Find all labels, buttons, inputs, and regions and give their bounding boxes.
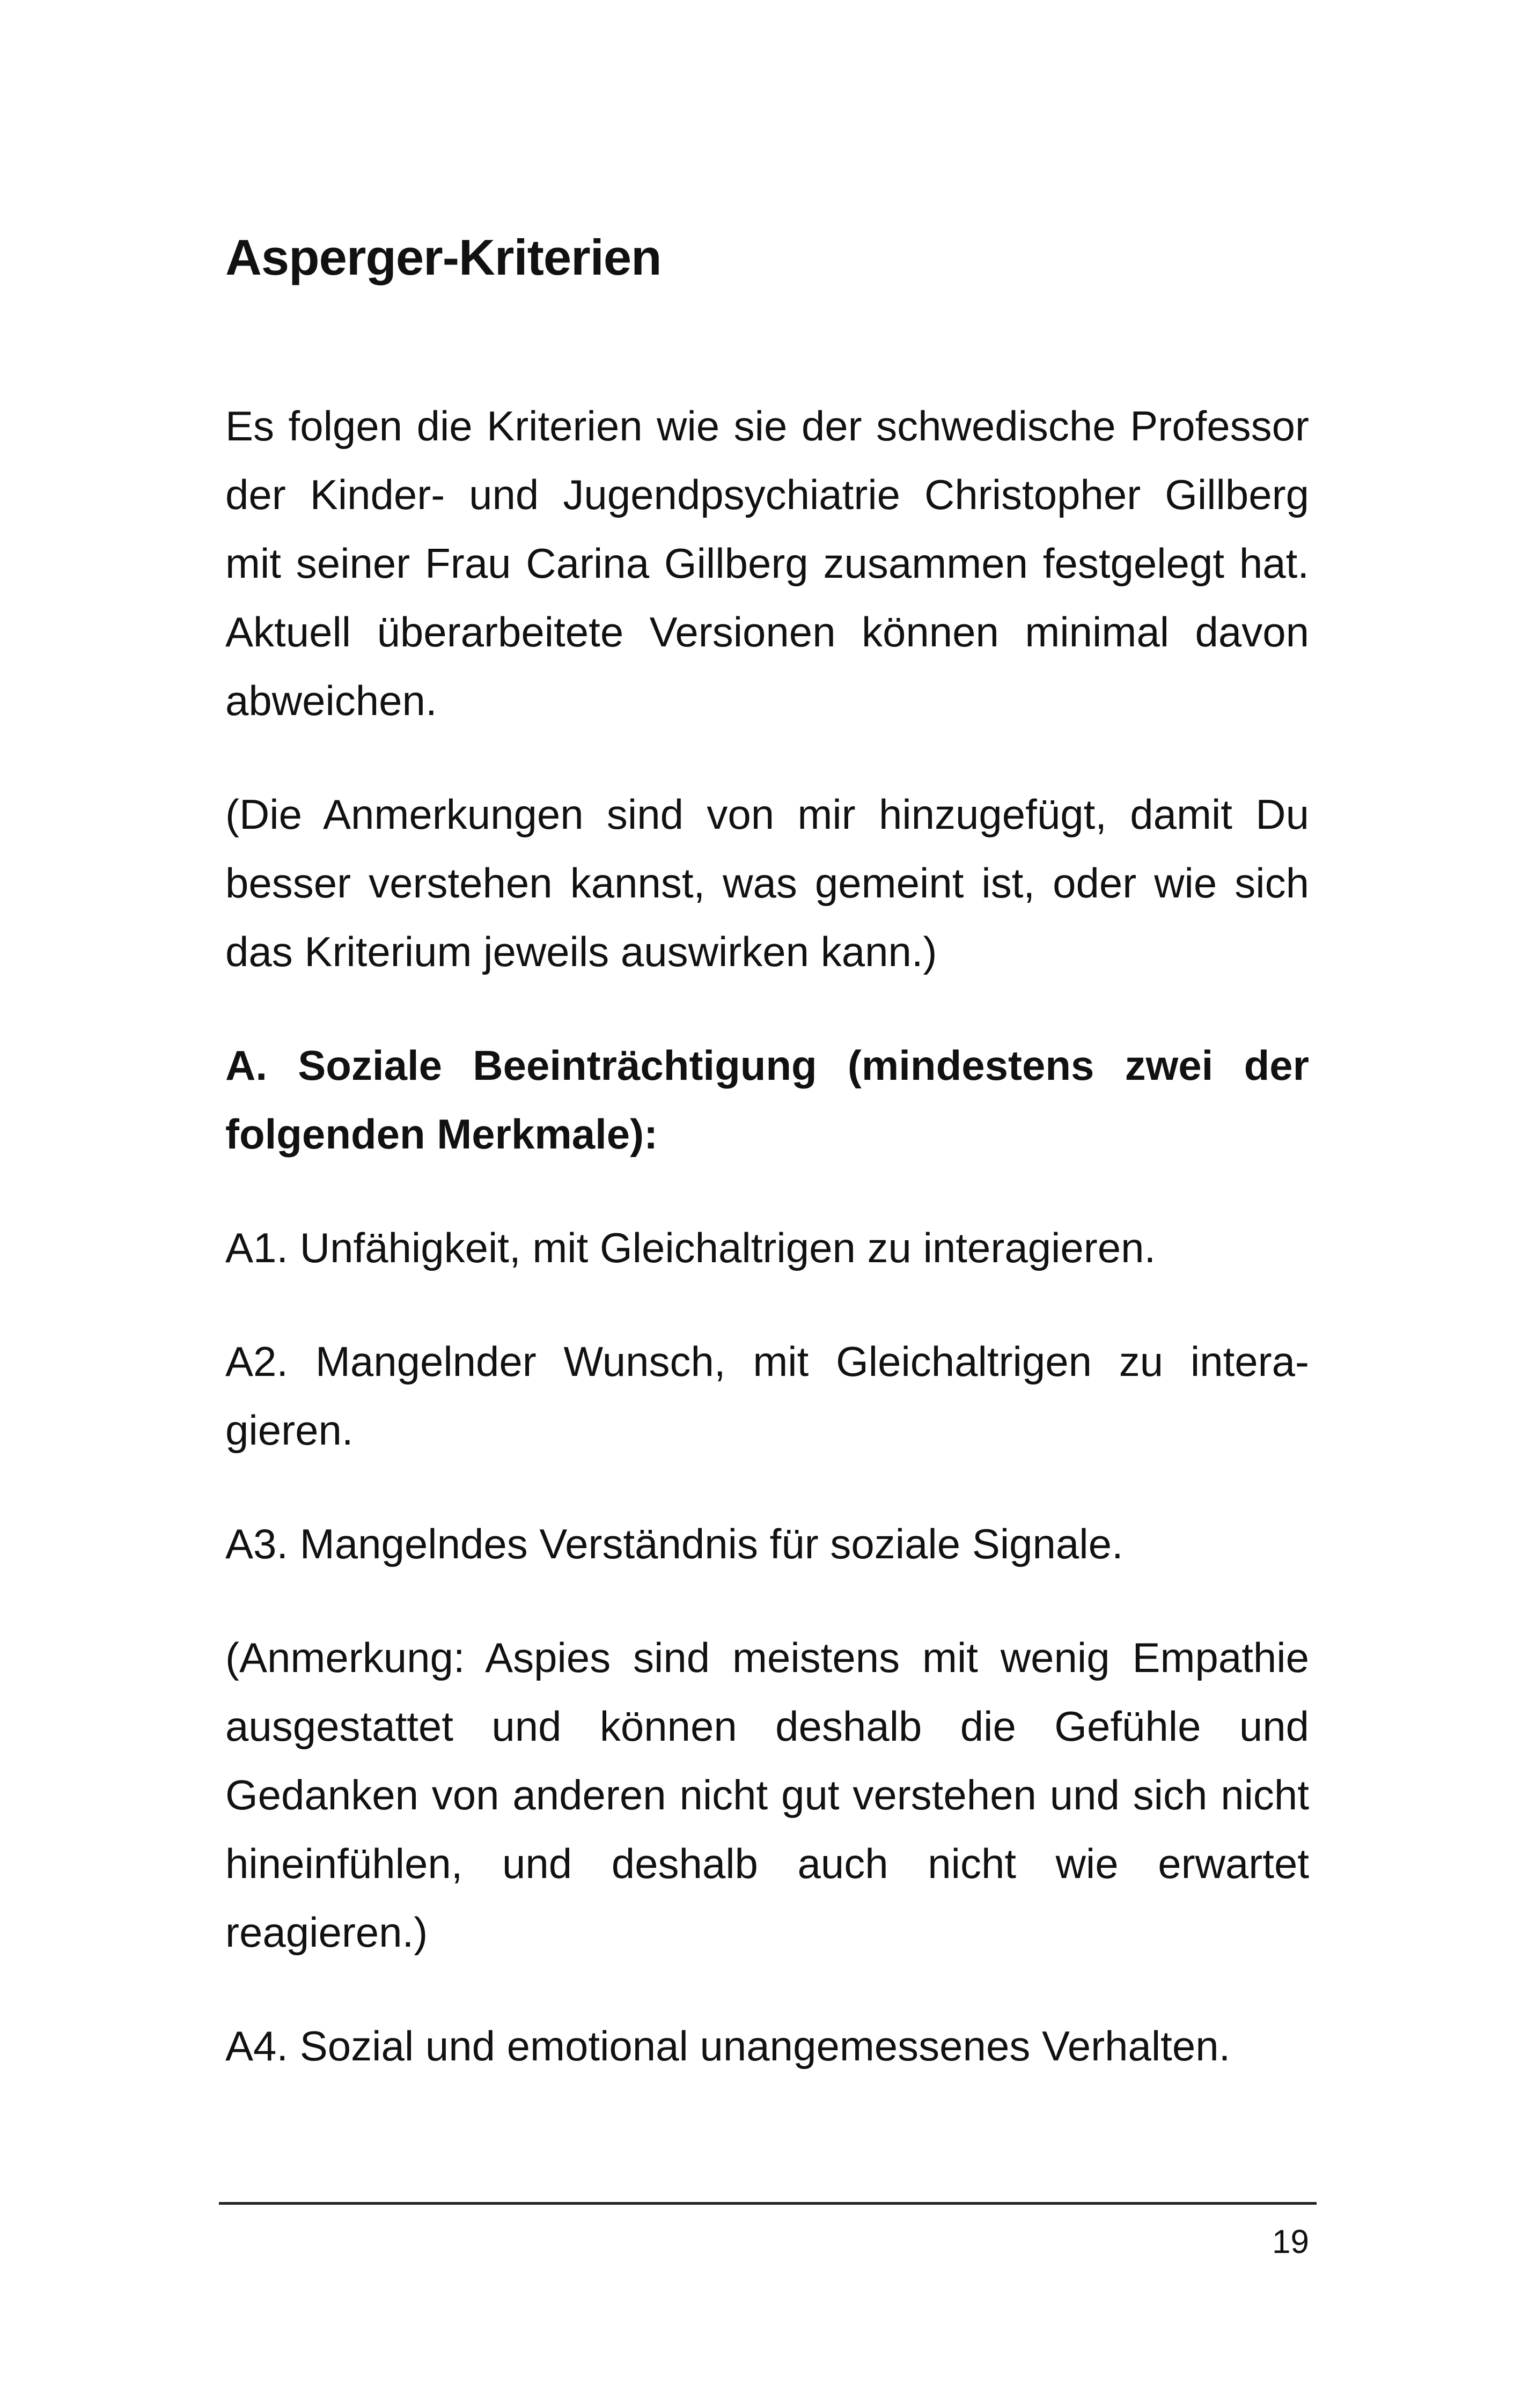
criterion-a4: A4. Sozial und emotional unangemessenes Verhalten. bbox=[225, 2022, 1231, 2070]
chapter-title: Asperger-Kriterien bbox=[225, 229, 662, 285]
paragraph-intro: Es folgen die Kriterien wie sie der schwedische Professor der Kinder- und Jugendpsychiatrie Christopher Gillberg mit seiner Frau Carina Gillberg zusammen festgelegt hat. Aktuell überarbeitete Versionen können minimal davon abweichen. bbox=[225, 402, 1309, 724]
page-content bbox=[225, 215, 1309, 2125]
paragraph-note-a3: (Anmerkung: Aspies sind meistens mit wenig Empathie ausgestattet und können deshalb die Gefühle und Gedanken von anderen nicht gut verstehen und sich nicht hineinfühlen, und deshalb auch nicht wie erwartet reagieren.) bbox=[225, 1634, 1309, 1956]
page-number: 19 bbox=[1272, 2223, 1309, 2260]
section-heading-a: A. Soziale Beeinträchtigung (mindestens zwei der folgenden Merkmale): bbox=[225, 1042, 1309, 1158]
footer-divider bbox=[219, 2202, 1317, 2205]
criterion-a1: A1. Unfähigkeit, mit Gleichaltrigen zu interagieren. bbox=[225, 1224, 1156, 1271]
criterion-a3: A3. Mangelndes Verständnis für soziale Signale. bbox=[225, 1520, 1123, 1567]
criterion-a2: A2. Mangelnder Wunsch, mit Gleichaltrigen zu interagieren. bbox=[225, 1338, 1309, 1454]
paragraph-note-intro: (Die Anmerkungen sind von mir hinzugefügt, damit Du besser verstehen kannst, was gemeint ist, oder wie sich das Kriterium jeweils auswirken kann.) bbox=[225, 791, 1309, 975]
